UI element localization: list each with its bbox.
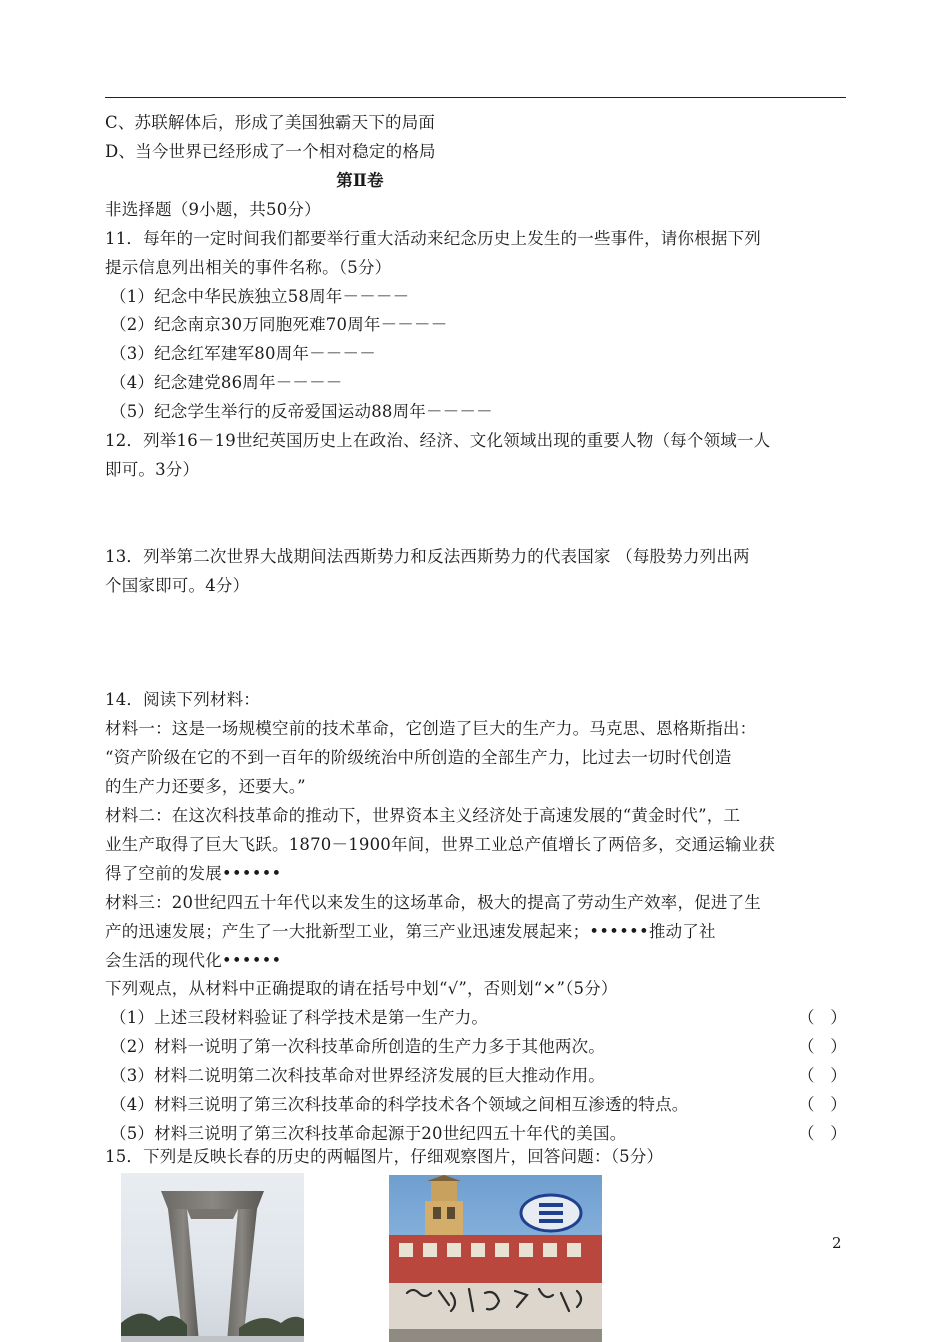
q12-line-2: 即可。3分） <box>105 460 200 479</box>
factory-building-icon <box>389 1175 602 1342</box>
q14-material-3-b: 产的迅速发展；产生了一大批新型工业，第三产业迅速发展起来；••••••推动了社 <box>105 922 716 941</box>
q14-intro: 14．阅读下列材料： <box>105 690 260 709</box>
q14-material-1-a: 材料一：这是一场规模空前的技术革命，它创造了巨大的生产力。马克思、恩格斯指出： <box>105 719 757 738</box>
q11-item-5: （5）纪念学生举行的反帝爱国运动88周年－－－－ <box>110 402 493 421</box>
q14-item-1: （1）上述三段材料验证了科学技术是第一生产力。 <box>110 1008 489 1027</box>
q14-answer-bracket-2[interactable]: （ ） <box>798 1037 847 1056</box>
q14-item-4: （4）材料三说明了第三次科技革命的科学技术各个领域之间相互渗透的特点。 <box>110 1095 689 1114</box>
q11-line-2: 提示信息列出相关的事件名称。（5分） <box>105 258 392 277</box>
factory-building-photo <box>389 1175 602 1342</box>
q14-answer-bracket-3[interactable]: （ ） <box>798 1066 847 1085</box>
option-d: D、当今世界已经形成了一个相对稳定的格局 <box>105 142 436 161</box>
q14-item-3: （3）材料二说明第二次科技革命对世界经济发展的巨大推动作用。 <box>110 1066 605 1085</box>
section-intro: 非选择题（9小题，共50分） <box>105 200 321 219</box>
q14-item-2: （2）材料一说明了第一次科技革命所创造的生产力多于其他两次。 <box>110 1037 605 1056</box>
q14-answer-bracket-4[interactable]: （ ） <box>798 1095 847 1114</box>
q15-line-1: 15．下列是反映长春的历史的两幅图片，仔细观察图片，回答问题：（5分） <box>105 1147 664 1166</box>
q14-material-1-b: “资产阶级在它的不到一百年的阶级统治中所创造的全部生产力，比过去一切时代创造 <box>105 748 732 767</box>
q14-prompt: 下列观点，从材料中正确提取的请在括号中划“√”，否则划“×”（5分） <box>105 979 618 998</box>
q11-item-2: （2）纪念南京30万同胞死难70周年－－－－ <box>110 315 448 334</box>
q14-material-3-c: 会生活的现代化•••••• <box>105 951 282 970</box>
q11-item-1: （1）纪念中华民族独立58周年－－－－ <box>110 287 410 306</box>
q11-line-1: 11．每年的一定时间我们都要举行重大活动来纪念历史上发生的一些事件，请你根据下列 <box>105 229 761 248</box>
section-title: 第Ⅱ卷 <box>336 171 384 190</box>
monument-photo <box>121 1173 304 1342</box>
q13-line-2: 个国家即可。4分） <box>105 576 250 595</box>
q11-item-3: （3）纪念红军建军80周年－－－－ <box>110 344 376 363</box>
monument-icon <box>121 1173 304 1342</box>
q14-answer-bracket-5[interactable]: （ ） <box>798 1124 847 1143</box>
q14-material-2-b: 业生产取得了巨大飞跃。1870－1900年间，世界工业总产值增长了两倍多，交通运输业获 <box>105 835 776 854</box>
q14-material-3-a: 材料三：20世纪四五十年代以来发生的这场革命，极大的提高了劳动生产效率，促进了生 <box>105 893 761 912</box>
page-number: 2 <box>832 1234 842 1252</box>
q13-line-1: 13．列举第二次世界大战期间法西斯势力和反法西斯势力的代表国家 （每股势力列出两 <box>105 547 750 566</box>
q12-line-1: 12．列举16－19世纪英国历史上在政治、经济、文化领域出现的重要人物（每个领域一人 <box>105 431 771 450</box>
q11-item-4: （4）纪念建党86周年－－－－ <box>110 373 343 392</box>
q14-material-2-c: 得了空前的发展•••••• <box>105 864 282 883</box>
q14-item-5: （5）材料三说明了第三次科技革命起源于20世纪四五十年代的美国。 <box>110 1124 627 1143</box>
q14-answer-bracket-1[interactable]: （ ） <box>798 1008 847 1027</box>
q14-material-2-a: 材料二：在这次科技革命的推动下，世界资本主义经济处于高速发展的“黄金时代”，工 <box>105 806 741 825</box>
option-c: C、苏联解体后，形成了美国独霸天下的局面 <box>105 113 436 132</box>
q14-material-1-c: 的生产力还要多，还要大。” <box>105 777 306 796</box>
header-rule <box>105 97 846 98</box>
